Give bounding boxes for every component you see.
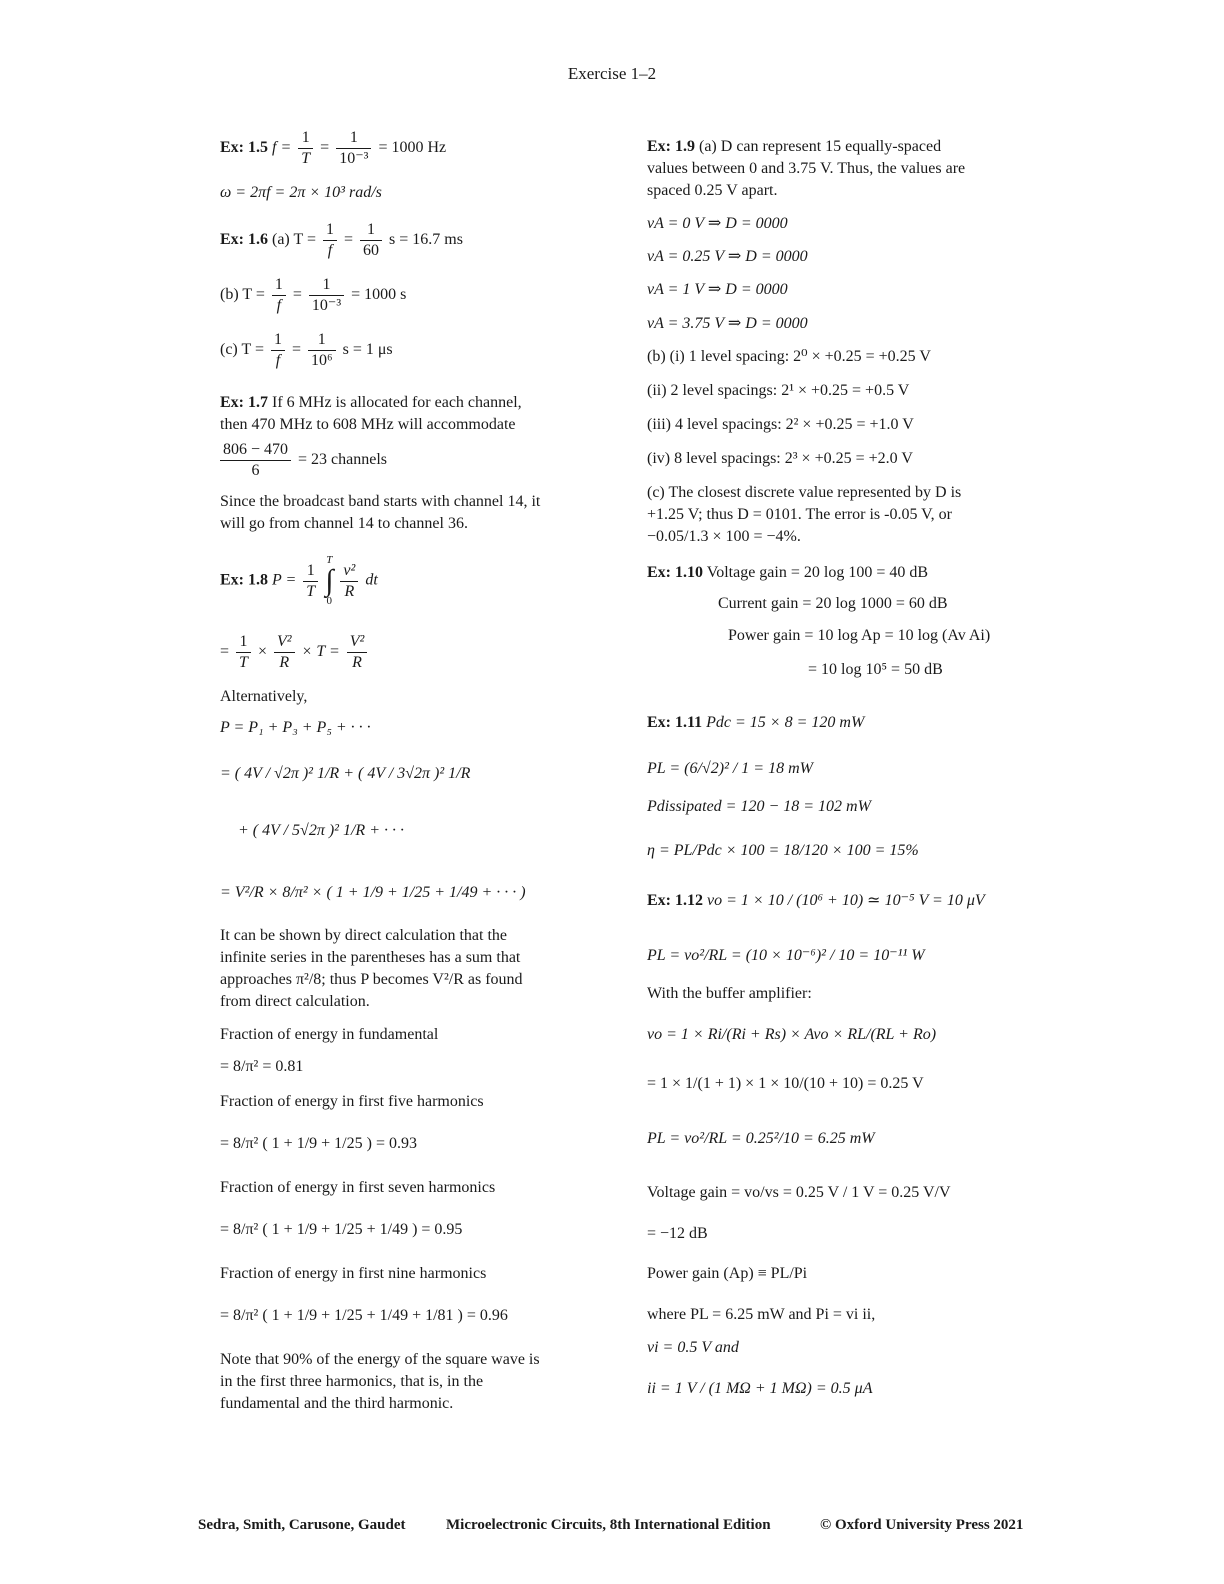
ex110-label: Ex: 1.10 <box>647 564 703 581</box>
ex16-a-frac2: $\frac{1}{60}$ <box>360 220 382 261</box>
ex111-pdissipated: Pdissipated = 120 − 18 = 102 mW <box>647 798 871 815</box>
ex17-text3: Since the broadcast band starts with channel 14, it <box>220 493 541 510</box>
ex15-eq: = <box>320 139 330 157</box>
ex19-value3: vA = 1 V ⇒ D = 0000 <box>647 281 788 298</box>
footer-copyright: © Oxford University Press 2021 <box>820 1517 1024 1533</box>
ex19-c1: (c) The closest discrete value represented by D is <box>647 484 962 501</box>
ex112-vi: vi = 0.5 V and <box>647 1339 739 1356</box>
ex111-efficiency: η = PL/Pdc × 100 = 18/120 × 100 = 15% <box>647 842 919 859</box>
ex112-pl2: PL = vo²/RL = 0.25²/10 = 6.25 mW <box>647 1130 875 1147</box>
ex19-spacing1: (b) (i) 1 level spacing: 2⁰ × +0.25 = +0.25 V <box>647 348 931 365</box>
ex112-buffer: With the buffer amplifier: <box>647 985 812 1002</box>
ex18-sum: P = P₁ + P₃ + P₅ + · · · <box>220 719 371 736</box>
ex19-spacing3: (iii) 4 level spacings: 2² × +0.25 = +1.0 V <box>647 416 914 433</box>
ex15-line1 <box>220 128 446 169</box>
ex16-b-pre: (b) T = <box>220 286 265 304</box>
ex18-series2: + ( 4V / 5√2π )² 1/R + · · · <box>238 822 404 839</box>
ex18-series1: = ( 4V / √2π )² 1/R + ( 4V / 3√2π )² 1/R <box>220 765 471 782</box>
ex112-vo: vo = 1 × 10 / (10⁶ + 10) ≃ 10⁻⁵ V = 10 μV <box>707 892 985 909</box>
ex110-line1 <box>647 562 928 584</box>
footer-book: Microelectronic Circuits, 8th International Edition <box>446 1517 771 1533</box>
ex112-ii: ii = 1 V / (1 MΩ + 1 MΩ) = 0.5 μA <box>647 1380 873 1397</box>
ex18-l2-frac1: $\frac{1}{T}$ <box>236 632 251 673</box>
ex18-series3: = V²/R × 8/π² × ( 1 + 1/9 + 1/25 + 1/49 + · · · ) <box>220 884 526 901</box>
ex19-text2: values between 0 and 3.75 V. Thus, the values are <box>647 160 966 177</box>
ex16-a-eq: = <box>343 231 354 249</box>
ex16-c-frac1: $\frac{1}{f}$ <box>271 330 285 371</box>
ex15-label: Ex: 1.5 <box>220 139 268 157</box>
ex15-result: = 1000 Hz <box>378 139 447 157</box>
ex18-para3: approaches π²/8; thus P becomes V²/R as found <box>220 971 523 988</box>
ex16-a-result: s = 16.7 ms <box>389 231 463 249</box>
ex18-note1: Note that 90% of the energy of the square wave is <box>220 1351 540 1368</box>
ex17-text2: then 470 MHz to 608 MHz will accommodate <box>220 416 516 433</box>
ex16-a-pre: (a) T = <box>272 231 316 249</box>
ex16-a-frac1: $\frac{1}{f}$ <box>323 220 337 261</box>
ex17-text4: will go from channel 14 to channel 36. <box>220 515 468 532</box>
ex18-frac1: $\frac{1}{T}$ <box>303 561 318 602</box>
ex19-c2: +1.25 V; thus D = 0101. The error is -0.05 V, or <box>647 506 952 523</box>
ex15-frac1: $\frac{1}{T}$ <box>298 128 313 169</box>
ex18-line2 <box>220 632 370 673</box>
ex18-l2-mid: × T = <box>301 643 340 661</box>
ex16-b-result: = 1000 s <box>351 286 407 304</box>
ex112-line1 <box>647 890 985 912</box>
ex18-frac2: $\frac{\text{v²}}{R}$ <box>340 561 358 602</box>
ex110-voltage-gain: Voltage gain = 20 log 100 = 40 dB <box>706 564 929 581</box>
ex18-nine-label: Fraction of energy in first nine harmonics <box>220 1265 487 1282</box>
page-header: Exercise 1–2 <box>567 64 657 83</box>
ex19-text3: spaced 0.25 V apart. <box>647 182 778 199</box>
ex17-frac: $\frac{806 - 470}{6}$ <box>220 440 291 481</box>
ex18-l2-frac2: $\frac{\text{V²}}{R}$ <box>274 632 295 673</box>
ex18-fund-value: = 8/π² = 0.81 <box>220 1058 304 1075</box>
ex17-text1: If 6 MHz is allocated for each channel, <box>272 394 522 411</box>
ex112-label: Ex: 1.12 <box>647 892 703 909</box>
ex16-label: Ex: 1.6 <box>220 231 268 249</box>
ex18-para2: infinite series in the parentheses has a sum that <box>220 949 521 966</box>
ex16-line-a <box>220 220 463 261</box>
ex19-c3: −0.05/1.3 × 100 = −4%. <box>647 528 801 545</box>
ex19-spacing2: (ii) 2 level spacings: 2¹ × +0.25 = +0.5 V <box>647 382 910 399</box>
ex16-c-eq: = <box>291 341 302 359</box>
ex19-spacing4: (iv) 8 level spacings: 2³ × +0.25 = +2.0 V <box>647 450 913 467</box>
ex15-frac2: $\frac{1}{\text{10⁻³}}$ <box>336 128 371 169</box>
ex19-value2: vA = 0.25 V ⇒ D = 0000 <box>647 248 808 265</box>
ex15-omega: ω = 2πf = 2π × 10³ rad/s <box>220 184 382 201</box>
ex110-power-gain-value: = 10 log 10⁵ = 50 dB <box>808 661 943 678</box>
ex17-calc <box>217 440 387 481</box>
ex111-pdc: Pdc = 15 × 8 = 120 mW <box>706 714 865 731</box>
ex17-line1 <box>220 392 522 414</box>
ex16-b-frac2: $\frac{1}{\text{10⁻³}}$ <box>309 275 344 316</box>
ex16-line-c <box>220 330 393 371</box>
ex112-vo-buffer: vo = 1 × Ri/(Ri + Rs) × Avo × RL/(RL + Ro) <box>647 1026 937 1043</box>
ex18-five-label: Fraction of energy in first five harmonics <box>220 1093 484 1110</box>
ex111-line1 <box>647 712 864 734</box>
ex111-label: Ex: 1.11 <box>647 714 703 731</box>
ex18-fund-label: Fraction of energy in fundamental <box>220 1026 439 1043</box>
ex111-pl: PL = (6/√2)² / 1 = 18 mW <box>647 760 813 777</box>
footer-authors: Sedra, Smith, Carusone, Gaudet <box>198 1517 406 1533</box>
ex18-l2-pre: = <box>220 643 230 661</box>
ex16-c-frac2: $\frac{1}{\text{10⁶}}$ <box>308 330 336 371</box>
ex16-c-result: s = 1 μs <box>342 341 393 359</box>
ex18-dt: dt <box>365 571 378 589</box>
ex110-power-gain: Power gain = 10 log Ap = 10 log (Av Ai) <box>728 627 991 644</box>
ex18-five-value: = 8/π² ( 1 + 1/9 + 1/25 ) = 0.93 <box>220 1135 417 1152</box>
ex18-note2: in the first three harmonics, that is, in the <box>220 1373 484 1390</box>
ex19-value1: vA = 0 V ⇒ D = 0000 <box>647 215 788 232</box>
ex18-seven-value: = 8/π² ( 1 + 1/9 + 1/25 + 1/49 ) = 0.95 <box>220 1221 463 1238</box>
ex18-label: Ex: 1.8 <box>220 571 268 589</box>
ex112-power-gain: Power gain (Ap) ≡ PL/Pi <box>647 1265 808 1282</box>
ex18-nine-value: = 8/π² ( 1 + 1/9 + 1/25 + 1/49 + 1/81 ) = 0.96 <box>220 1307 508 1324</box>
ex18-para4: from direct calculation. <box>220 993 370 1010</box>
ex19-value4: vA = 3.75 V ⇒ D = 0000 <box>647 315 808 332</box>
ex18-lhs: P = <box>272 571 297 589</box>
ex112-where: where PL = 6.25 mW and Pi = vi ii, <box>647 1306 876 1323</box>
ex15-lhs: f = <box>272 139 292 157</box>
ex112-vo-value: = 1 × 1/(1 + 1) × 1 × 10/(10 + 10) = 0.25 V <box>647 1075 924 1092</box>
ex16-b-frac1: $\frac{1}{f}$ <box>272 275 286 316</box>
ex18-seven-label: Fraction of energy in first seven harmonics <box>220 1179 496 1196</box>
ex16-line-b <box>220 275 406 316</box>
ex18-alt: Alternatively, <box>220 688 308 705</box>
ex19-label: Ex: 1.9 <box>647 138 695 155</box>
ex17-label: Ex: 1.7 <box>220 394 268 411</box>
ex18-l2-frac3: $\frac{\text{V²}}{R}$ <box>347 632 368 673</box>
ex19-line1 <box>647 136 941 158</box>
ex17-result: = 23 channels <box>298 451 388 469</box>
ex110-current-gain: Current gain = 20 log 1000 = 60 dB <box>718 595 948 612</box>
ex18-para1: It can be shown by direct calculation that the <box>220 927 508 944</box>
ex18-integral: T ∫ 0 <box>325 554 334 607</box>
ex19-text1: (a) D can represent 15 equally-spaced <box>699 138 942 155</box>
ex112-pl: PL = vo²/RL = (10 × 10⁻⁶)² / 10 = 10⁻¹¹ W <box>647 947 925 964</box>
ex112-db: = −12 dB <box>647 1225 708 1242</box>
ex18-l2-x: × <box>257 643 267 661</box>
ex112-voltage-gain: Voltage gain = vo/vs = 0.25 V / 1 V = 0.25 V/V <box>647 1184 951 1201</box>
ex16-c-pre: (c) T = <box>220 341 264 359</box>
ex18-note3: fundamental and the third harmonic. <box>220 1395 454 1412</box>
ex18-line1 <box>220 555 378 607</box>
ex16-b-eq: = <box>292 286 302 304</box>
